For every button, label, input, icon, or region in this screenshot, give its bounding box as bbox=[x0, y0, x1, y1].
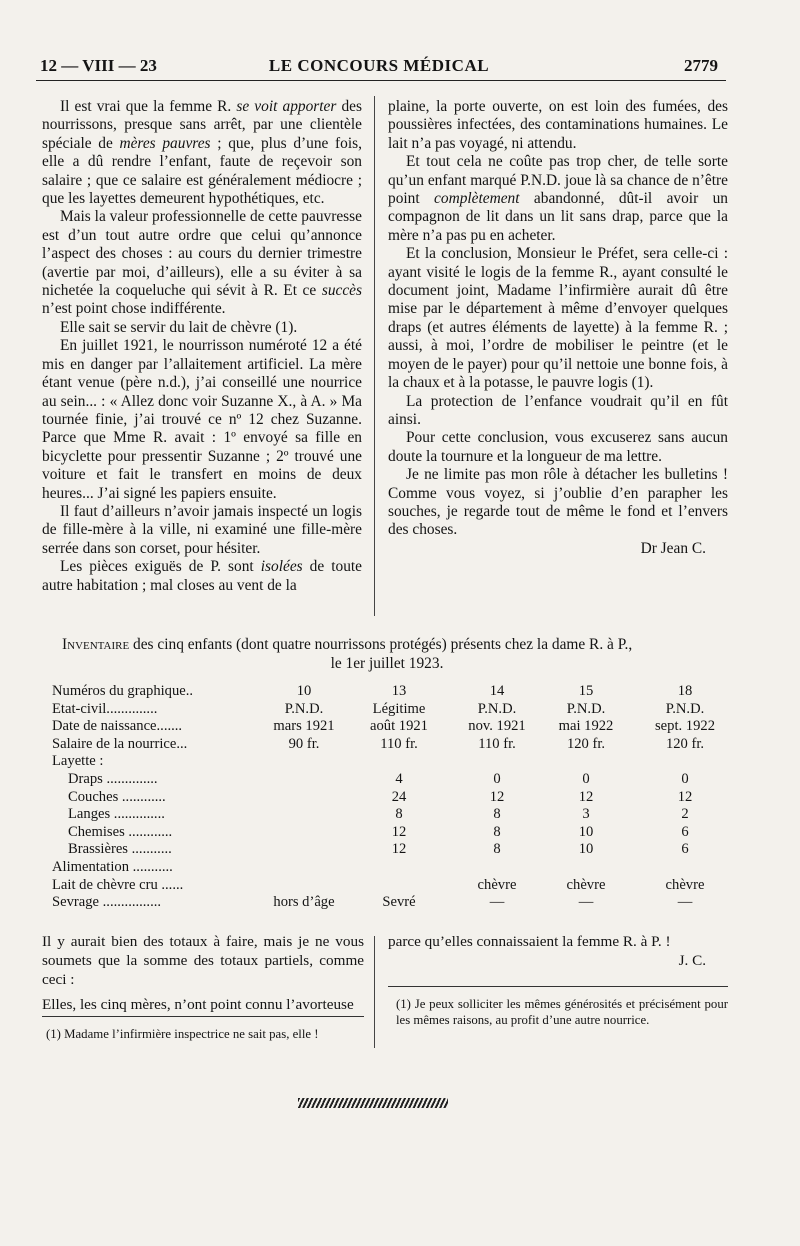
row-label: Langes .............. bbox=[68, 806, 165, 823]
table-cell: P.N.D. bbox=[477, 700, 517, 717]
paragraph: Il y aurait bien des totaux à faire, mais je ne vous soumets que la somme des totaux partiels, comme ceci : bbox=[42, 933, 364, 988]
row-label: Alimentation ........... bbox=[52, 858, 173, 875]
table-cell bbox=[264, 771, 344, 789]
footnote-rule bbox=[42, 1016, 364, 1017]
table-row bbox=[52, 701, 738, 719]
table-cell: 8 bbox=[493, 823, 501, 840]
table-cell: 0 bbox=[582, 770, 590, 787]
table-cell: mars 1921 bbox=[273, 718, 335, 735]
right-column bbox=[388, 98, 728, 558]
table-row bbox=[52, 894, 738, 912]
table-cell bbox=[454, 859, 540, 877]
inventory-table bbox=[52, 683, 738, 912]
row-label: Chemises ............ bbox=[68, 823, 173, 840]
table-cell bbox=[632, 753, 738, 771]
table-cell bbox=[344, 859, 454, 877]
paragraph: parce qu’elles connaissaient la femme R. à P. ! bbox=[388, 933, 671, 950]
table-cell: Légitime bbox=[372, 700, 426, 717]
table-cell: 14 bbox=[489, 683, 505, 699]
table-cell: 10 bbox=[578, 823, 594, 840]
table-cell bbox=[540, 859, 632, 877]
table-cell: 90 fr. bbox=[288, 735, 320, 752]
table-row bbox=[52, 771, 738, 789]
table-cell: 110 fr. bbox=[478, 735, 516, 752]
table-cell bbox=[632, 859, 738, 877]
paragraph: Elles, les cinq mères, n’ont point connu l’avorteuse bbox=[42, 996, 354, 1013]
issue-date: 12 — VIII — 23 bbox=[40, 56, 157, 75]
table-cell bbox=[264, 753, 344, 771]
table-cell: 8 bbox=[395, 806, 403, 823]
table-row bbox=[52, 824, 738, 842]
table-row bbox=[52, 859, 738, 877]
table-cell: nov. 1921 bbox=[468, 718, 526, 735]
end-ornament bbox=[298, 1098, 448, 1108]
paragraph: Il faut d’ailleurs n’avoir jamais inspecté un logis de fille-mère à la ville, ni examiné une fille-mère serrée dans son corset, pour hésiter. bbox=[42, 502, 362, 557]
table-row bbox=[52, 753, 738, 771]
table-cell bbox=[264, 841, 344, 859]
table-row bbox=[52, 841, 738, 859]
paragraph: Et la conclusion, Monsieur le Préfet, sera celle-ci : ayant visité le logis de la femme R., ayant consulté le document joint, Madame l’infirmière aurait dû être mise par le département à même d’envoyer quelques draps (et autres éléments de layette) à la femme R. ; aussi, à moi, l’ordre de mobiliser le peintre (et le moyen de le payer) pour qu’il nettoie une bonne fois, à la chaux et à la potasse, le pauvre logis (1). bbox=[388, 245, 728, 392]
footnote: (1) Je peux solliciter les mêmes générosités et précisément pour les mêmes raisons, au profit d’une autre nourrice. bbox=[396, 997, 728, 1027]
paragraph: plaine, la porte ouverte, on est loin des fumées, des poussières infectées, des contaminations humaines. Le lait n’a pas voyagé, ni attendu. bbox=[388, 98, 728, 152]
table-cell: 0 bbox=[681, 770, 689, 787]
column-divider bbox=[374, 96, 375, 616]
footnote: (1) Madame l’infirmière inspectrice ne sait pas, elle ! bbox=[46, 1027, 319, 1041]
header-rule bbox=[36, 80, 726, 81]
table-cell: 0 bbox=[493, 770, 501, 787]
table-cell bbox=[264, 789, 344, 807]
left-column bbox=[42, 98, 362, 595]
paragraph: La protection de l’enfance voudrait qu’il en fût ainsi. bbox=[388, 392, 728, 428]
page-number: 2779 bbox=[684, 56, 718, 75]
table-row bbox=[52, 789, 738, 807]
table-row bbox=[52, 806, 738, 824]
page-header bbox=[40, 56, 718, 78]
table-cell: 3 bbox=[582, 806, 590, 823]
bottom-right-text bbox=[388, 932, 728, 970]
column-divider bbox=[374, 936, 375, 1048]
row-label: Lait de chèvre cru ...... bbox=[52, 876, 184, 893]
table-cell: 12 bbox=[578, 788, 594, 805]
paragraph: Il est vrai que la femme R. se voit apporter des nourrissons, presque sans arrêt, par une clientèle spéciale de mères pauvres ; que, plus d’une fois, elle a dû rendre l’enfant, faute de reçevoir son salaire ; que ce salaire est généralement médiocre ; que les layettes demeurent hypothétiques, etc. bbox=[42, 98, 363, 208]
paragraph: Je ne limite pas mon rôle à détacher les bulletins ! Comme vous voyez, si j’oublie d’en parapher les souches, je regarde tout de même le fond et l’envers des choses. bbox=[388, 466, 728, 539]
paragraph: Pour cette conclusion, vous excuserez sans aucun doute la tournure et la longueur de ma lettre. bbox=[388, 429, 728, 465]
table-cell: sept. 1922 bbox=[655, 718, 715, 735]
row-label: Numéros du graphique.. bbox=[52, 683, 194, 699]
table-cell: chèvre bbox=[477, 876, 517, 893]
table-cell: 120 fr. bbox=[566, 735, 606, 752]
table-cell: 10 bbox=[296, 683, 312, 699]
table-cell: 6 bbox=[681, 823, 689, 840]
table-cell: Sevré bbox=[382, 894, 416, 911]
table-cell: 2 bbox=[681, 806, 689, 823]
inventory-title: Inventaire des cinq enfants (dont quatre nourrissons protégés) présents chez la dame R. à P., le 1er juillet 1923. bbox=[62, 636, 633, 672]
table-cell: P.N.D. bbox=[665, 700, 705, 717]
table-cell bbox=[264, 859, 344, 877]
table-row bbox=[52, 877, 738, 895]
row-label: Couches ............ bbox=[68, 788, 166, 805]
table-cell: 6 bbox=[681, 841, 689, 858]
table-row bbox=[52, 683, 738, 701]
row-label: Salaire de la nourrice... bbox=[52, 735, 188, 752]
table-cell: — bbox=[578, 894, 594, 911]
footnote-rule bbox=[388, 986, 728, 987]
table-cell bbox=[540, 753, 632, 771]
table-cell bbox=[344, 877, 454, 895]
table-cell bbox=[344, 753, 454, 771]
table-cell: P.N.D. bbox=[566, 700, 606, 717]
table-cell: 12 bbox=[391, 823, 407, 840]
signature: Dr Jean C. bbox=[640, 539, 706, 557]
table-cell: 13 bbox=[391, 683, 407, 699]
table-cell: 4 bbox=[395, 770, 403, 787]
table-cell: 12 bbox=[677, 788, 693, 805]
table-cell: 15 bbox=[578, 683, 594, 699]
row-label: Layette : bbox=[52, 753, 104, 770]
table-cell: 8 bbox=[493, 841, 501, 858]
table-cell bbox=[264, 877, 344, 895]
table-cell: — bbox=[489, 894, 505, 911]
paragraph: Elle sait se servir du lait de chèvre (1). bbox=[60, 318, 298, 336]
table-cell: 10 bbox=[578, 841, 594, 858]
bottom-left-text bbox=[42, 932, 364, 1014]
table-cell: 24 bbox=[391, 788, 407, 805]
table-cell: mai 1922 bbox=[558, 718, 614, 735]
row-label: Sevrage ................ bbox=[52, 894, 162, 911]
table-cell: hors d’âge bbox=[273, 894, 335, 911]
table-row bbox=[52, 718, 738, 736]
journal-title: LE CONCOURS MÉDICAL bbox=[268, 56, 490, 75]
paragraph: Et tout cela ne coûte pas trop cher, de telle sorte qu’un enfant marqué P.N.D. joue là sa chance de n’être point complètement abandonné, dût-il avoir un compagnon de lit dans un lit sans drap, parce que la mère n’a pas pu en acheter. bbox=[388, 153, 728, 244]
table-cell: 12 bbox=[391, 841, 407, 858]
signature: J. C. bbox=[678, 952, 706, 969]
table-cell bbox=[454, 753, 540, 771]
table-cell bbox=[264, 806, 344, 824]
paragraph: En juillet 1921, le nourrisson numéroté 12 a été mis en danger par l’allaitement artificiel. La mère étant venue (père n.d.), j’ai conseillé une nourrice au sein... : « Allez donc voir Suzanne X., à A. » Ma tournée finie, j’ai trouvé ce nº 12 chez Suzanne. Parce que Mme R. avait : 1º envoyé sa fille en bicyclette pour pressentir Suzanne ; 2º trouvé une voiture et fait le transfert en moins de deux heures... J’ai signé les papiers ensuite. bbox=[42, 337, 362, 502]
row-label: Date de naissance....... bbox=[52, 718, 183, 735]
table-cell bbox=[264, 824, 344, 842]
table-cell: chèvre bbox=[566, 876, 606, 893]
table-cell: 8 bbox=[493, 806, 501, 823]
table-row bbox=[52, 736, 738, 754]
table-cell: 12 bbox=[489, 788, 505, 805]
paragraph: Mais la valeur professionnelle de cette pauvresse est d’un tout autre ordre que celui qu’annonce l’aspect des choses : au cours du dernier trimestre (avertie par moi, d’ailleurs), elle a su éviter à sa nichetée la coqueluche qui sévit à R. Et ce succès n’est point chose indifférente. bbox=[42, 208, 362, 318]
row-label: Etat-civil.............. bbox=[52, 700, 158, 717]
row-label: Draps .............. bbox=[68, 770, 158, 787]
table-cell: — bbox=[677, 894, 693, 911]
table-cell: 120 fr. bbox=[665, 735, 705, 752]
table-cell: 110 fr. bbox=[380, 735, 418, 752]
table-cell: août 1921 bbox=[370, 718, 428, 735]
table-cell: P.N.D. bbox=[284, 700, 324, 717]
paragraph: Les pièces exiguës de P. sont isolées de toute autre habitation ; mal closes au vent de la bbox=[42, 558, 362, 594]
table-cell: 18 bbox=[677, 683, 693, 699]
row-label: Brassières ........... bbox=[68, 841, 172, 858]
table-cell: chèvre bbox=[665, 876, 705, 893]
